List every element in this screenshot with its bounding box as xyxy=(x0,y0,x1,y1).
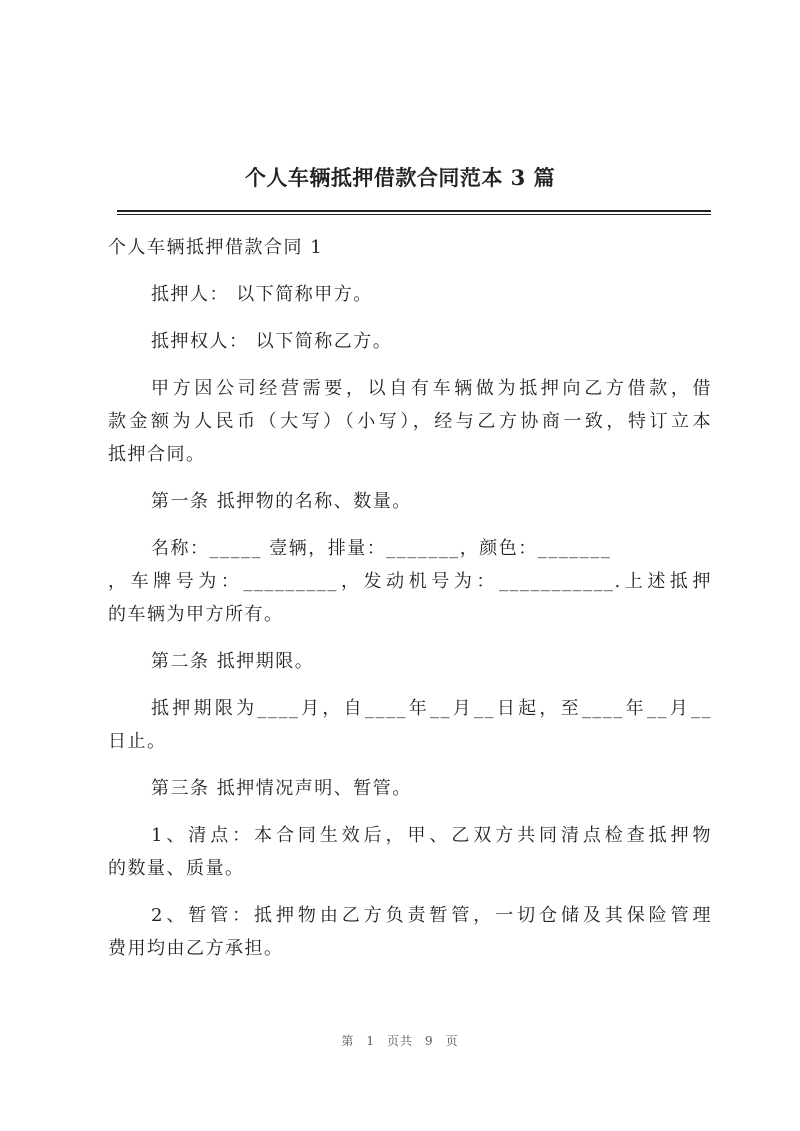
title-underline xyxy=(117,210,711,212)
paragraph-line: 的数量、质量。 xyxy=(108,858,245,879)
article-heading: 第三条 抵押情况声明、暂管。 xyxy=(151,778,412,799)
page-footer xyxy=(0,1032,800,1049)
paragraph-line: 费用均由乙方承担。 xyxy=(108,938,284,959)
footer-label-page: 第 xyxy=(341,1034,355,1048)
paragraph-line: 名称：_____ 壹辆，排量：_______，颜色：_______ xyxy=(151,538,612,559)
paragraph-line: 甲方因公司经营需要，以自有车辆做为抵押向乙方借款，借 xyxy=(151,378,712,399)
article-heading: 第一条 抵押物的名称、数量。 xyxy=(151,491,412,512)
document-body xyxy=(108,231,712,979)
footer-label-of: 页共 xyxy=(386,1034,413,1048)
paragraph-line: 抵押合同。 xyxy=(108,444,206,465)
paragraph-line: 的车辆为甲方所有。 xyxy=(108,604,284,625)
paragraph-line: ，车牌号为：_________，发动机号为：___________.上述抵押 xyxy=(108,571,712,592)
paragraph-line: 1、清点：本合同生效后，甲、乙双方共同清点检查抵押物 xyxy=(151,825,712,846)
footer-label-pages: 页 xyxy=(445,1034,459,1048)
article-heading: 第二条 抵押期限。 xyxy=(151,651,315,672)
paragraph-line: 抵押权人： 以下简称乙方。 xyxy=(151,331,393,352)
paragraph-line: 2、暂管：抵押物由乙方负责暂管，一切仓储及其保险管理 xyxy=(151,905,712,926)
paragraph-line: 抵押期限为____月，自____年__月__日起，至____年__月__ xyxy=(151,698,712,719)
section-heading: 个人车辆抵押借款合同 1 xyxy=(108,237,324,258)
paragraph-line: 抵押人： 以下简称甲方。 xyxy=(151,284,373,305)
footer-total-pages: 9 xyxy=(425,1034,434,1048)
document-title: 个人车辆抵押借款合同范本 3 篇 xyxy=(244,165,556,190)
paragraph-line: 日止。 xyxy=(108,731,167,752)
paragraph-line: 款金额为人民币（大写）（小写），经与乙方协商一致，特订立本 xyxy=(108,411,712,432)
footer-page-number: 1 xyxy=(366,1034,375,1048)
title-underline-thin xyxy=(117,214,711,215)
